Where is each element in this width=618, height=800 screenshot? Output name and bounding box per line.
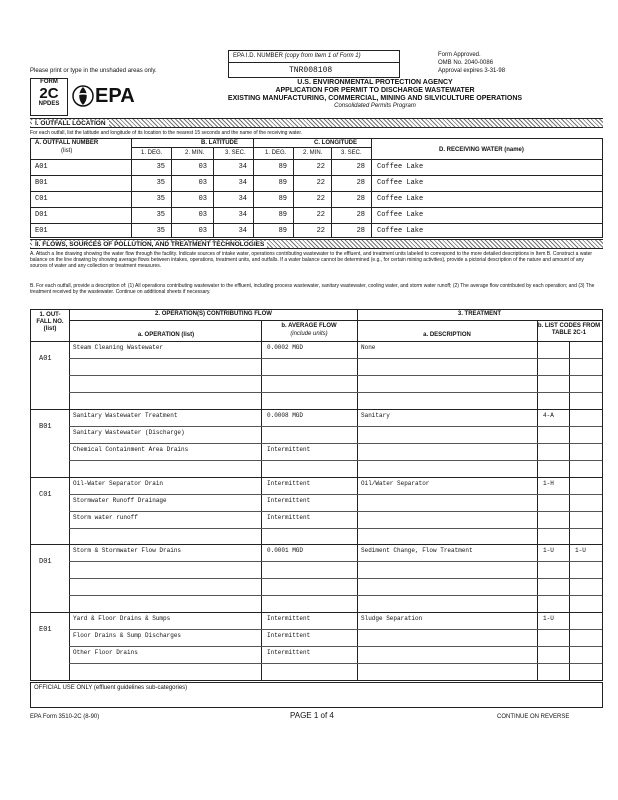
col-average-flow-units: (include units) <box>290 331 328 337</box>
op-outfall-number: B01 <box>39 422 52 431</box>
outfall-lat-min: 03 <box>198 227 207 235</box>
outfall-water: Coffee Lake <box>377 227 424 235</box>
outfall-long-min: 22 <box>316 227 325 235</box>
outfall-long-deg: 89 <box>278 179 287 187</box>
section-1-instructions: For each outfall, list the latitude and longitude of its location to the nearest 15 seconds and the name of the receiving water. <box>30 130 303 136</box>
outfall-long-deg: 89 <box>278 163 287 171</box>
col-outfall-number: A. OUTFALL NUMBER <box>35 140 99 146</box>
operation-flow: Intermittent <box>267 496 311 504</box>
col-receiving-water: D. RECEIVING WATER (name) <box>439 147 524 153</box>
treatment-code-1: 1-H <box>543 479 554 487</box>
operation-name: Storm & Stormwater Flow Drains <box>73 547 182 555</box>
epa-logo: EPA <box>72 84 135 108</box>
outfall-lat-sec: 34 <box>238 227 247 235</box>
official-use-box <box>30 682 603 708</box>
form-title-1: APPLICATION FOR PERMIT TO DISCHARGE WASTEWATER <box>275 87 475 94</box>
treatment-description: None <box>361 344 376 351</box>
outfall-long-min: 22 <box>316 195 325 203</box>
col-treatment: 3. TREATMENT <box>457 311 502 317</box>
outfall-water: Coffee Lake <box>377 163 424 171</box>
outfall-long-sec: 28 <box>356 211 365 219</box>
section-2-header: II. FLOWS, SOURCES OF POLLUTION, AND TREATMENT TECHNOLOGIES <box>30 239 603 249</box>
operation-flow: 0.0001 MGD <box>267 547 304 555</box>
agency-name: U.S. ENVIRONMENTAL PROTECTION AGENCY <box>297 79 453 86</box>
col-average-flow: b. AVERAGE FLOW <box>281 323 337 329</box>
operation-flow: 0.0008 MGD <box>267 411 304 419</box>
program-name: Consolidated Permits Program <box>334 103 416 109</box>
outfall-lat-deg: 35 <box>156 227 165 235</box>
col-outfall-list: (list) <box>61 148 73 154</box>
epa-id-value: TNR008108 <box>289 66 333 75</box>
outfall-outfall: A01 <box>35 163 48 171</box>
col-long-sec: 3. SEC. <box>341 150 362 156</box>
outfall-lat-deg: 35 <box>156 163 165 171</box>
section-2-instruction-b: B. For each outfall, provide a description of: (1) All operations contributing wastewater to the effluent, including process wastewater, sanitary wastewater, cooling water, and storm water runoff; (2) The average flow contributed by each operation; and (3) The treatment received by the wastewater. Continue on additional sheets if necessary. <box>30 283 595 295</box>
treatment-code-1: 1-U <box>543 547 554 555</box>
op-outfall-number: D01 <box>39 558 52 567</box>
operation-name: Chemical Containment Area Drains <box>73 445 189 453</box>
outfall-water: Coffee Lake <box>377 195 424 203</box>
treatment-description: Sanitary <box>361 411 390 419</box>
operation-name: Sanitary Wastewater Treatment <box>73 411 178 419</box>
outfall-lat-min: 03 <box>198 179 207 187</box>
operation-flow: Intermittent <box>267 649 311 657</box>
section-2-instruction-a: A. Attach a line drawing showing the water flow through the facility. Indicate sources of intake water, operations contributing wastewater to the effluent, and treatment units labeled to correspond to the more detailed descriptions in Item B. Construct a water balance on the line drawing by showing average flows between intakes, operations, treatment units, and outfalls. If a water balance cannot be determined (e.g., for certain mining activities), provide a pictorial description of the nature and amount of any sources of water and any collection or treatment measures. <box>30 251 593 269</box>
outfall-long-deg: 89 <box>278 195 287 203</box>
page-number: PAGE 1 of 4 <box>290 711 334 720</box>
operation-flow: 0.0002 MGD <box>267 344 304 351</box>
outfall-lat-sec: 34 <box>238 211 247 219</box>
outfall-long-sec: 28 <box>356 227 365 235</box>
outfall-outfall: E01 <box>35 227 48 235</box>
col-long-min: 2. MIN. <box>303 150 323 156</box>
outfall-long-sec: 28 <box>356 195 365 203</box>
outfall-lat-sec: 34 <box>238 179 247 187</box>
epa-id-label: EPA I.D. NUMBER (copy from Item 1 of Form 1) <box>233 53 361 59</box>
outfall-water: Coffee Lake <box>377 211 424 219</box>
col-operation-list: a. OPERATION (list) <box>137 332 195 338</box>
outfall-long-min: 22 <box>316 163 325 171</box>
treatment-description: Sludge Separation <box>361 615 423 623</box>
operations-table <box>30 309 603 681</box>
continue-on-reverse: CONTINUE ON REVERSE <box>497 714 570 720</box>
outfall-lat-min: 03 <box>198 195 207 203</box>
operation-name: Storm water runoff <box>73 513 138 521</box>
operation-name: Oil-Water Separator Drain <box>73 479 164 487</box>
outfall-outfall: B01 <box>35 179 48 187</box>
outfall-lat-sec: 34 <box>238 195 247 203</box>
operation-flow: Intermittent <box>267 632 311 640</box>
op-outfall-number: E01 <box>39 626 52 635</box>
approval-line-1: Form Approved. <box>438 52 481 58</box>
operation-flow: Intermittent <box>267 615 311 623</box>
outfall-lat-deg: 35 <box>156 211 165 219</box>
op-outfall-number: A01 <box>39 355 52 363</box>
treatment-code-2: 1-U <box>575 547 586 555</box>
outfall-long-min: 22 <box>316 211 325 219</box>
operation-flow: Intermittent <box>267 445 311 453</box>
outfall-long-min: 22 <box>316 179 325 187</box>
outfall-lat-deg: 35 <box>156 195 165 203</box>
outfall-lat-sec: 34 <box>238 163 247 171</box>
epa-id-box <box>228 50 400 78</box>
op-outfall-number: C01 <box>39 490 52 499</box>
operation-name: Stormwater Runoff Drainage <box>73 496 167 504</box>
treatment-code-1: 4-A <box>543 411 554 419</box>
treatment-code-1: 1-U <box>543 615 554 623</box>
epa-flower-icon <box>72 84 94 108</box>
outfall-long-deg: 89 <box>278 211 287 219</box>
outfall-lat-min: 03 <box>198 211 207 219</box>
operation-flow: Intermittent <box>267 479 311 487</box>
col-operations: 2. OPERATION(S) CONTRIBUTING FLOW <box>155 311 272 317</box>
col-outfall-no: 1. OUT-FALL NO. (list) <box>36 312 64 332</box>
treatment-description: Oil/Water Separator <box>361 479 430 487</box>
outfall-long-sec: 28 <box>356 179 365 187</box>
outfall-lat-deg: 35 <box>156 179 165 187</box>
operation-name: Yard & Floor Drains & Sumps <box>73 615 171 623</box>
col-long-deg: 1. DEG. <box>265 150 287 156</box>
section-1-header: I. OUTFALL LOCATION <box>30 118 603 128</box>
approval-line-3: Approval expires 3-31-98 <box>438 68 506 74</box>
form-id-block <box>30 78 68 116</box>
operation-flow: Intermittent <box>267 513 311 521</box>
outfall-long-deg: 89 <box>278 227 287 235</box>
form-label: FORM <box>40 79 58 85</box>
approval-line-2: OMB No. 2040-0086 <box>438 60 494 66</box>
col-longitude: C. LONGITUDE <box>314 140 357 146</box>
operation-name: Floor Drains & Sump Discharges <box>73 632 182 640</box>
operation-name: Steam Cleaning Wastewater <box>73 344 164 351</box>
outfall-outfall: C01 <box>35 195 48 203</box>
form-number: 2C <box>39 85 59 102</box>
outfall-location-table <box>30 138 603 238</box>
col-latitude: B. LATITUDE <box>201 140 238 146</box>
form-sub: NPDES <box>38 101 60 107</box>
operation-name: Other Floor Drains <box>73 649 138 657</box>
print-note: Please print or type in the unshaded areas only. <box>30 68 157 74</box>
col-lat-sec: 3. SEC. <box>225 150 246 156</box>
outfall-long-sec: 28 <box>356 163 365 171</box>
treatment-description: Sediment Change, Flow Treatment <box>361 547 473 555</box>
form-id-footer: EPA Form 3510-2C (8-90) <box>30 714 100 720</box>
col-lat-min: 2. MIN. <box>185 150 205 156</box>
outfall-outfall: D01 <box>35 211 48 219</box>
col-lat-deg: 1. DEG. <box>141 150 163 156</box>
official-use-label: OFFICIAL USE ONLY (effluent guidelines sub-categories) <box>34 685 188 691</box>
col-table-codes: b. LIST CODES FROM TABLE 2C-1 <box>537 323 601 336</box>
col-description: a. DESCRIPTION <box>423 332 471 338</box>
outfall-lat-min: 03 <box>198 163 207 171</box>
operation-name: Sanitary Wastewater (Discharge) <box>73 428 185 436</box>
form-title-2: EXISTING MANUFACTURING, COMMERCIAL, MINING AND SILVICULTURE OPERATIONS <box>227 95 523 102</box>
outfall-water: Coffee Lake <box>377 179 424 187</box>
